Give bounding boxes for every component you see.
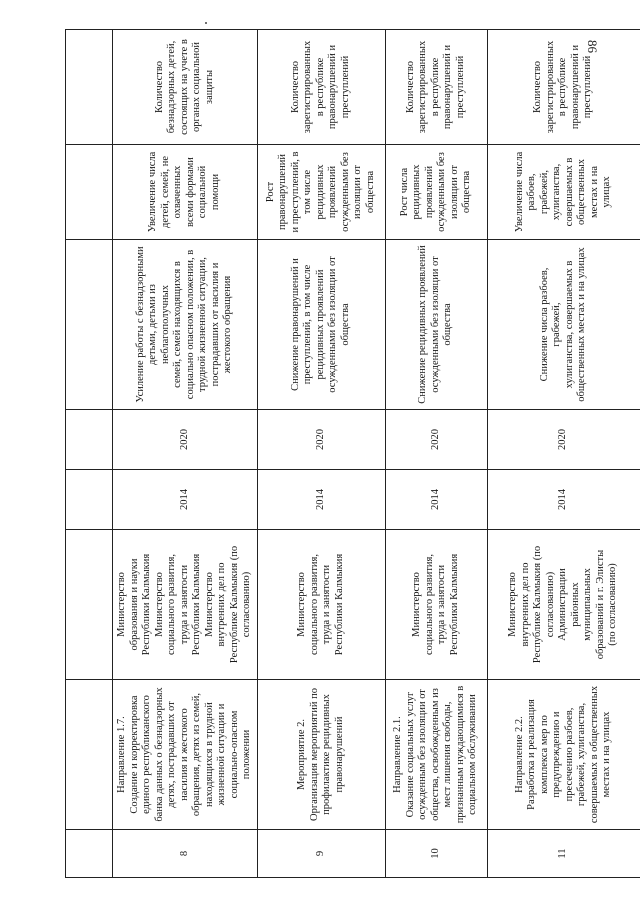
scan-speck	[205, 22, 207, 24]
continuation-cell	[66, 30, 113, 145]
page-number: 86	[585, 40, 600, 53]
continuation-cell	[66, 530, 113, 680]
end-cell: 2020	[113, 410, 258, 470]
end-cell: 2020	[385, 410, 487, 470]
result-cell: Усиление работы с безнадзорными детьми, детьми из неблагополучных семей, семей находящихся в социально опасном положении, в трудной жизненной ситуации, пострадавших от насилия и жестокого обращения	[113, 240, 258, 410]
direction-cell: Направление 2.1. Оказание социальных услуг осужденным без изоляции от общества, освобожденным из мест лишения свободы, признанным нуждающимися в социальном обслуживании	[385, 680, 487, 830]
continuation-cell	[66, 145, 113, 240]
indicator-cell: Количество зарегистрированных в республике правонарушений и преступлений	[257, 30, 385, 145]
table-continuation-row	[66, 30, 113, 878]
continuation-cell	[66, 240, 113, 410]
result-cell: Снижение числа разбоев, грабежей, хулиганства, совершаемых в общественных местах и на улицах	[487, 240, 640, 410]
continuation-cell	[66, 410, 113, 470]
end-cell: 2020	[257, 410, 385, 470]
table-row	[487, 30, 640, 878]
direction-cell: Направление 2.2. Разработка и реализация комплекса мер по предупреждению и пресечению разбоев, грабежей, хулиганства, совершаемых в общественных местах и на улицах	[487, 680, 640, 830]
start-cell: 2014	[487, 470, 640, 530]
num-cell: 11	[487, 830, 640, 878]
consequence-cell: Рост правонарушений и преступлений, в том числе рецидивных проявлений осужденными без изоляции от общества	[257, 145, 385, 240]
consequence-cell: Рост числа рецидивных проявлений осужденными без изоляции от общества	[385, 145, 487, 240]
num-cell: 9	[257, 830, 385, 878]
result-cell: Снижение правонарушений и преступлений, в том числе рецидивных проявлений осужденными без изоляции от общества	[257, 240, 385, 410]
table-row	[113, 30, 258, 878]
consequence-cell: Увеличение числа детей, семей, не охваченных всеми формами социальной помощи	[113, 145, 258, 240]
consequence-cell: Увеличение числа разбоев, грабежей, хулиганства, совершаемых в общественных местах и на улицах	[487, 145, 640, 240]
start-cell: 2014	[385, 470, 487, 530]
continuation-cell	[66, 830, 113, 878]
start-cell: 2014	[257, 470, 385, 530]
continuation-cell	[66, 470, 113, 530]
executor-cell: Министерство социального развития, труда и занятости Республики Калмыкия	[257, 530, 385, 680]
table-row	[257, 30, 385, 878]
continuation-cell	[66, 680, 113, 830]
num-cell: 10	[385, 830, 487, 878]
table-row	[385, 30, 487, 878]
direction-cell: Направление 1.7. Создание и корректировка единого республиканского банка данных о безнадзорных детях, пострадавших от насилия и жестокого обращения, детях из семей, находящихся в трудной жизненной ситуации и социально-опасном положении	[113, 680, 258, 830]
executor-cell: Министерство социального развития, труда и занятости Республики Калмыкия	[385, 530, 487, 680]
num-cell: 8	[113, 830, 258, 878]
direction-cell: Мероприятие 2. Организация мероприятий по профилактике рецидивных правонарушений	[257, 680, 385, 830]
end-cell: 2020	[487, 410, 640, 470]
indicator-cell: Количество безнадзорных детей, состоящих на учете в органах социальной защиты	[113, 30, 258, 145]
indicator-cell: Количество зарегистрированных в республике правонарушений и преступлений	[487, 30, 640, 145]
indicator-cell: Количество зарегистрированных в республике правонарушений и преступлений	[385, 30, 487, 145]
rotated-table-container	[65, 30, 619, 878]
program-table	[65, 29, 640, 878]
executor-cell: Министерство образования и науки Республики Калмыкия Министерство социального развития, труда и занятости Республики Калмыкия Министерство внутренних дел по Республике Калмыкия (по согласованию)	[113, 530, 258, 680]
start-cell: 2014	[113, 470, 258, 530]
result-cell: Снижение рецидивных проявлений осужденными без изоляции от общества	[385, 240, 487, 410]
executor-cell: Министерство внутренних дел по Республике Калмыкия (по согласованию) Администрации районных муниципальных образований и г. Элисты (по согласованию)	[487, 530, 640, 680]
